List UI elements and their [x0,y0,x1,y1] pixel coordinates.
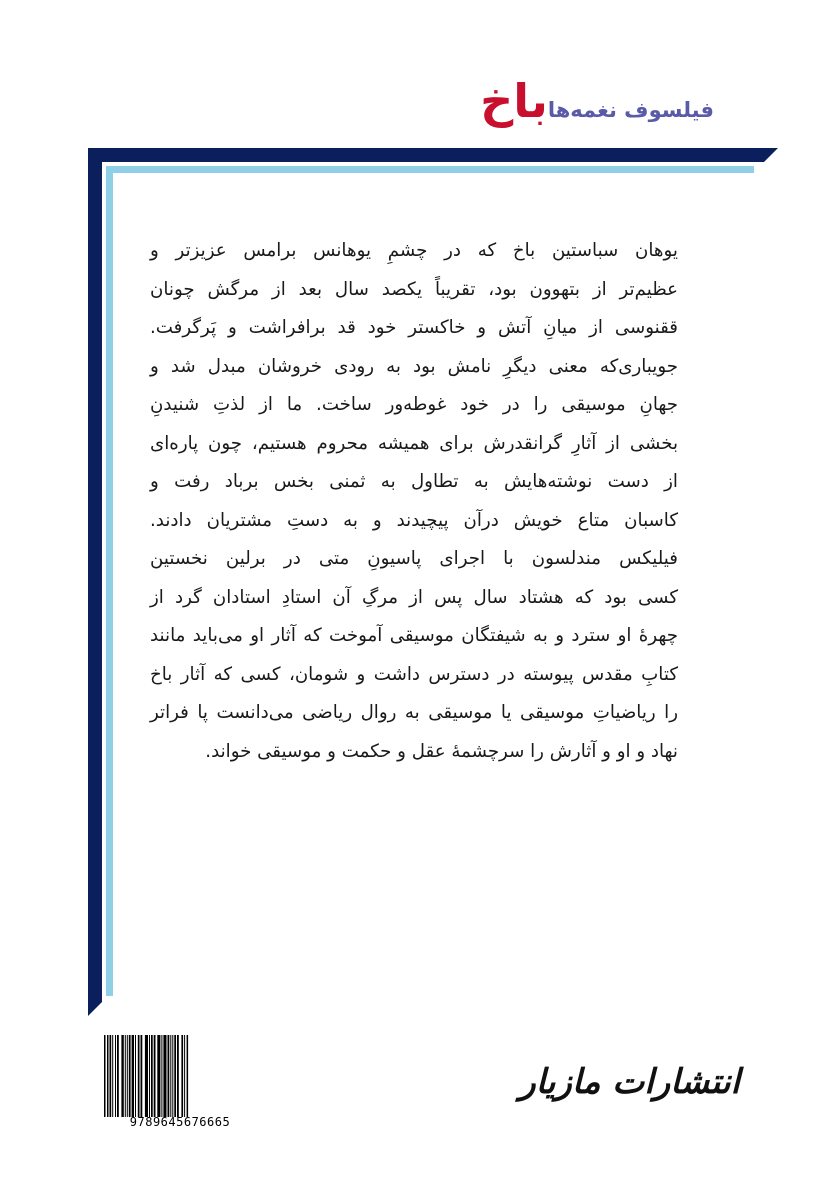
text-line: نهاد و او و آثارش را سرچشمهٔ عقل و حکمت و موسیقی خواند. [205,740,678,762]
barcode-bar [138,1035,140,1117]
text-line: جویباری‌که معنی دیگرِ نامش بود به رودی خروشان مبدل شد و [150,355,678,377]
text-line: را ریاضیاتِ موسیقی یا موسیقی به روال ریاضی می‌دانست پا فراتر [150,702,678,723]
barcode-bar [172,1035,173,1117]
barcode-bar [115,1035,116,1117]
barcode-bar [170,1035,171,1117]
text-line: از دست نوشته‌هایش به تطاول به ثمنی بخس برباد رفت و [150,471,678,492]
text-line: یوهان سباستین باخ که در چشمِ یوهانس برامس عزیزتر و [150,240,678,261]
barcode-bar [154,1035,156,1117]
text-line: عظیم‌تر از بتهوون بود، تقریباً یکصد سال بعد از مرگش چونان [150,278,678,300]
isbn-number: 9789645676665 [129,1115,231,1129]
barcode-bar [174,1035,176,1117]
barcode-bar [157,1035,160,1117]
barcode-bar [127,1035,128,1117]
text-line: کسی بود که هشتاد سال پس از مرگِ آن استادِ استادان گرد از [150,586,678,608]
barcode-bar [104,1035,106,1117]
text-line: جهانِ موسیقی را در خود غوطه‌ور ساخت. ما از لذتِ شنیدنِ [150,394,678,415]
text-line: ققنوسی از میانِ آتش و خاکستر خود قد برافراشت و پَرگرفت. [150,317,678,338]
barcode-bar [107,1035,109,1117]
barcode-bar [132,1035,134,1117]
barcode-bar [177,1035,179,1117]
barcode-bar [110,1035,112,1117]
barcode-bar [168,1035,170,1117]
book-title: باخ [480,74,548,128]
barcode-bar [121,1035,123,1117]
frame-top-light-bar [108,166,754,173]
cover-header [480,74,728,128]
barcode-bars [100,1035,260,1117]
barcode-bar [161,1035,162,1117]
barcode-bar [112,1035,113,1117]
text-line: کتابِ مقدس پیوسته در دسترس داشت و شومان، کسی که آثار باخ [150,663,678,685]
text-line: کاسبان متاع خویش درآن پیچیدند و به دستِ مشتریان دادند. [150,509,678,531]
barcode-bar [145,1035,148,1117]
publisher-logo: انتشارات مازیار [519,1062,740,1102]
barcode-bar [117,1035,119,1117]
frame-left-light-bar [106,166,113,996]
barcode-bar [135,1035,136,1117]
barcode-bar [163,1035,166,1117]
text-line: چهرهٔ او سترد و به شیفتگان موسیقی آموخت که آثار او می‌باید مانند [150,625,678,646]
back-cover-text [150,232,678,771]
frame-top-dark-bar [88,148,778,162]
frame-left-dark-bar [88,148,102,1016]
isbn-barcode [100,1035,260,1133]
text-line: فیلیکس مندلسون با اجرای پاسیونِ متی در برلین نخستین [150,548,678,569]
book-subtitle: فیلسوف نغمه‌ها [547,98,714,122]
barcode-bar [149,1035,150,1117]
text-line: بخشی از آثارِ گرانقدرش برای همیشه محروم هستیم، چون پاره‌ای [150,432,678,454]
barcode-bar [129,1035,131,1117]
barcode-bar [141,1035,143,1117]
barcode-bar [187,1035,189,1117]
barcode-bar [184,1035,185,1117]
barcode-bar [181,1035,183,1117]
barcode-bar [151,1035,153,1117]
barcode-bar [125,1035,126,1117]
